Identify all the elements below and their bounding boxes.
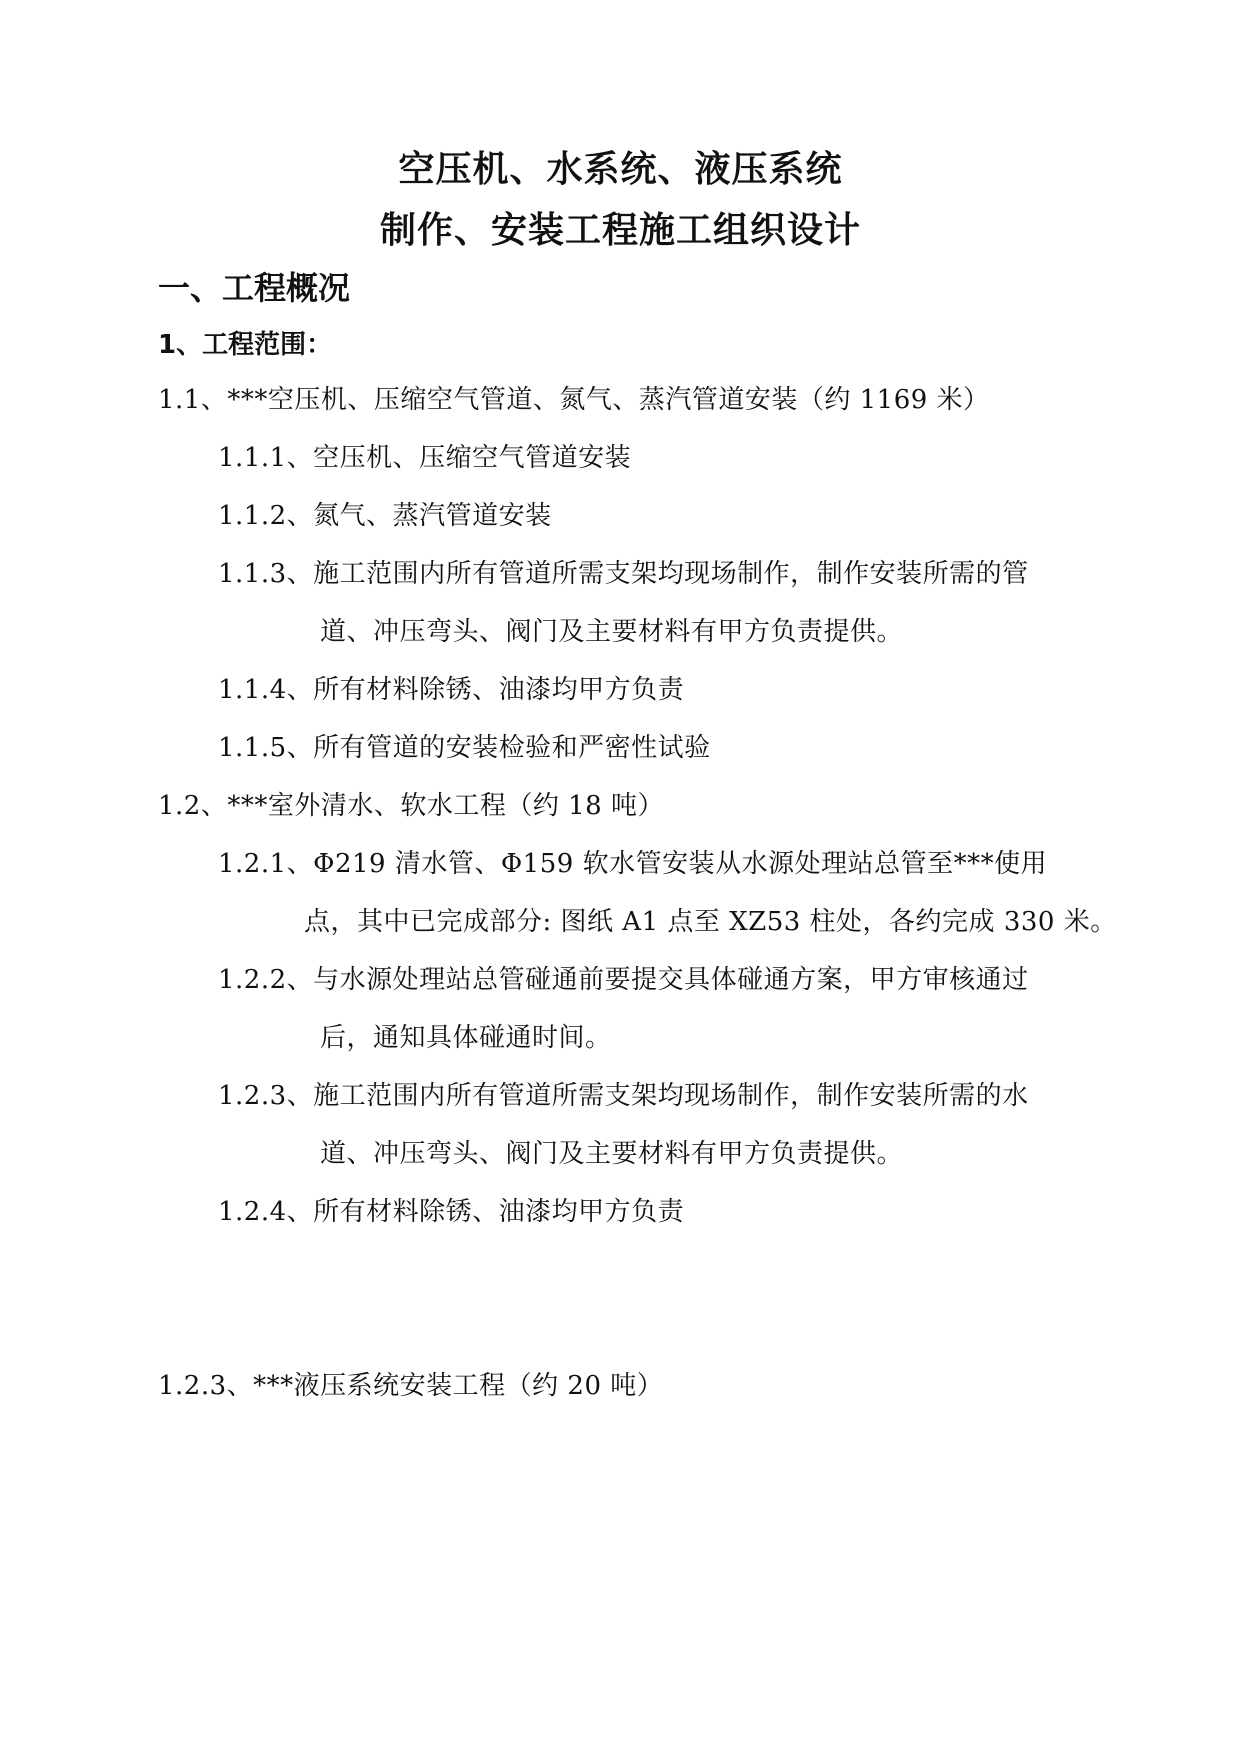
item-hydraulic-system: 1.2.3、***液压系统安装工程（约 20 吨） (158, 1371, 664, 1401)
item-1-1-3-line-1: 1.1.3、施工范围内所有管道所需支架均现场制作，制作安装所需的管 (218, 559, 1029, 589)
item-1-1-5: 1.1.5、所有管道的安装检验和严密性试验 (218, 733, 711, 763)
document-title-line-1: 空压机、水系统、液压系统 (398, 149, 843, 190)
item-1-2-3-line-2: 道、冲压弯头、阀门及主要材料有甲方负责提供。 (320, 1139, 904, 1169)
subsection-heading-scope: 1、工程范围： (158, 330, 333, 360)
item-1-2-2-line-2: 后，通知具体碰通时间。 (320, 1023, 612, 1053)
item-1-1-2: 1.1.2、氮气、蒸汽管道安装 (218, 501, 552, 531)
document-title-line-2: 制作、安装工程施工组织设计 (379, 210, 861, 251)
item-1-2-4: 1.2.4、所有材料除锈、油漆均甲方负责 (218, 1197, 685, 1227)
item-1-2-1-line-1: 1.2.1、Φ219 清水管、Φ159 软水管安装从水源处理站总管至***使用 (218, 849, 1048, 879)
item-1-1: 1.1、***空压机、压缩空气管道、氮气、蒸汽管道安装（约 1169 米） (158, 385, 990, 415)
section-heading-overview: 一、工程概况 (158, 269, 351, 307)
item-1-1-3-line-2: 道、冲压弯头、阀门及主要材料有甲方负责提供。 (320, 617, 904, 647)
item-1-2-1-line-2: 点，其中已完成部分: 图纸 A1 点至 XZ53 柱处，各约完成 330 米。 (304, 907, 1117, 937)
item-1-1-4: 1.1.4、所有材料除锈、油漆均甲方负责 (218, 675, 685, 705)
item-1-2: 1.2、***室外清水、软水工程（约 18 吨） (158, 791, 664, 821)
item-1-2-2-line-1: 1.2.2、与水源处理站总管碰通前要提交具体碰通方案，甲方审核通过 (218, 965, 1029, 995)
item-1-2-3-line-1: 1.2.3、施工范围内所有管道所需支架均现场制作，制作安装所需的水 (218, 1081, 1029, 1111)
item-1-1-1: 1.1.1、空压机、压缩空气管道安装 (218, 443, 632, 473)
